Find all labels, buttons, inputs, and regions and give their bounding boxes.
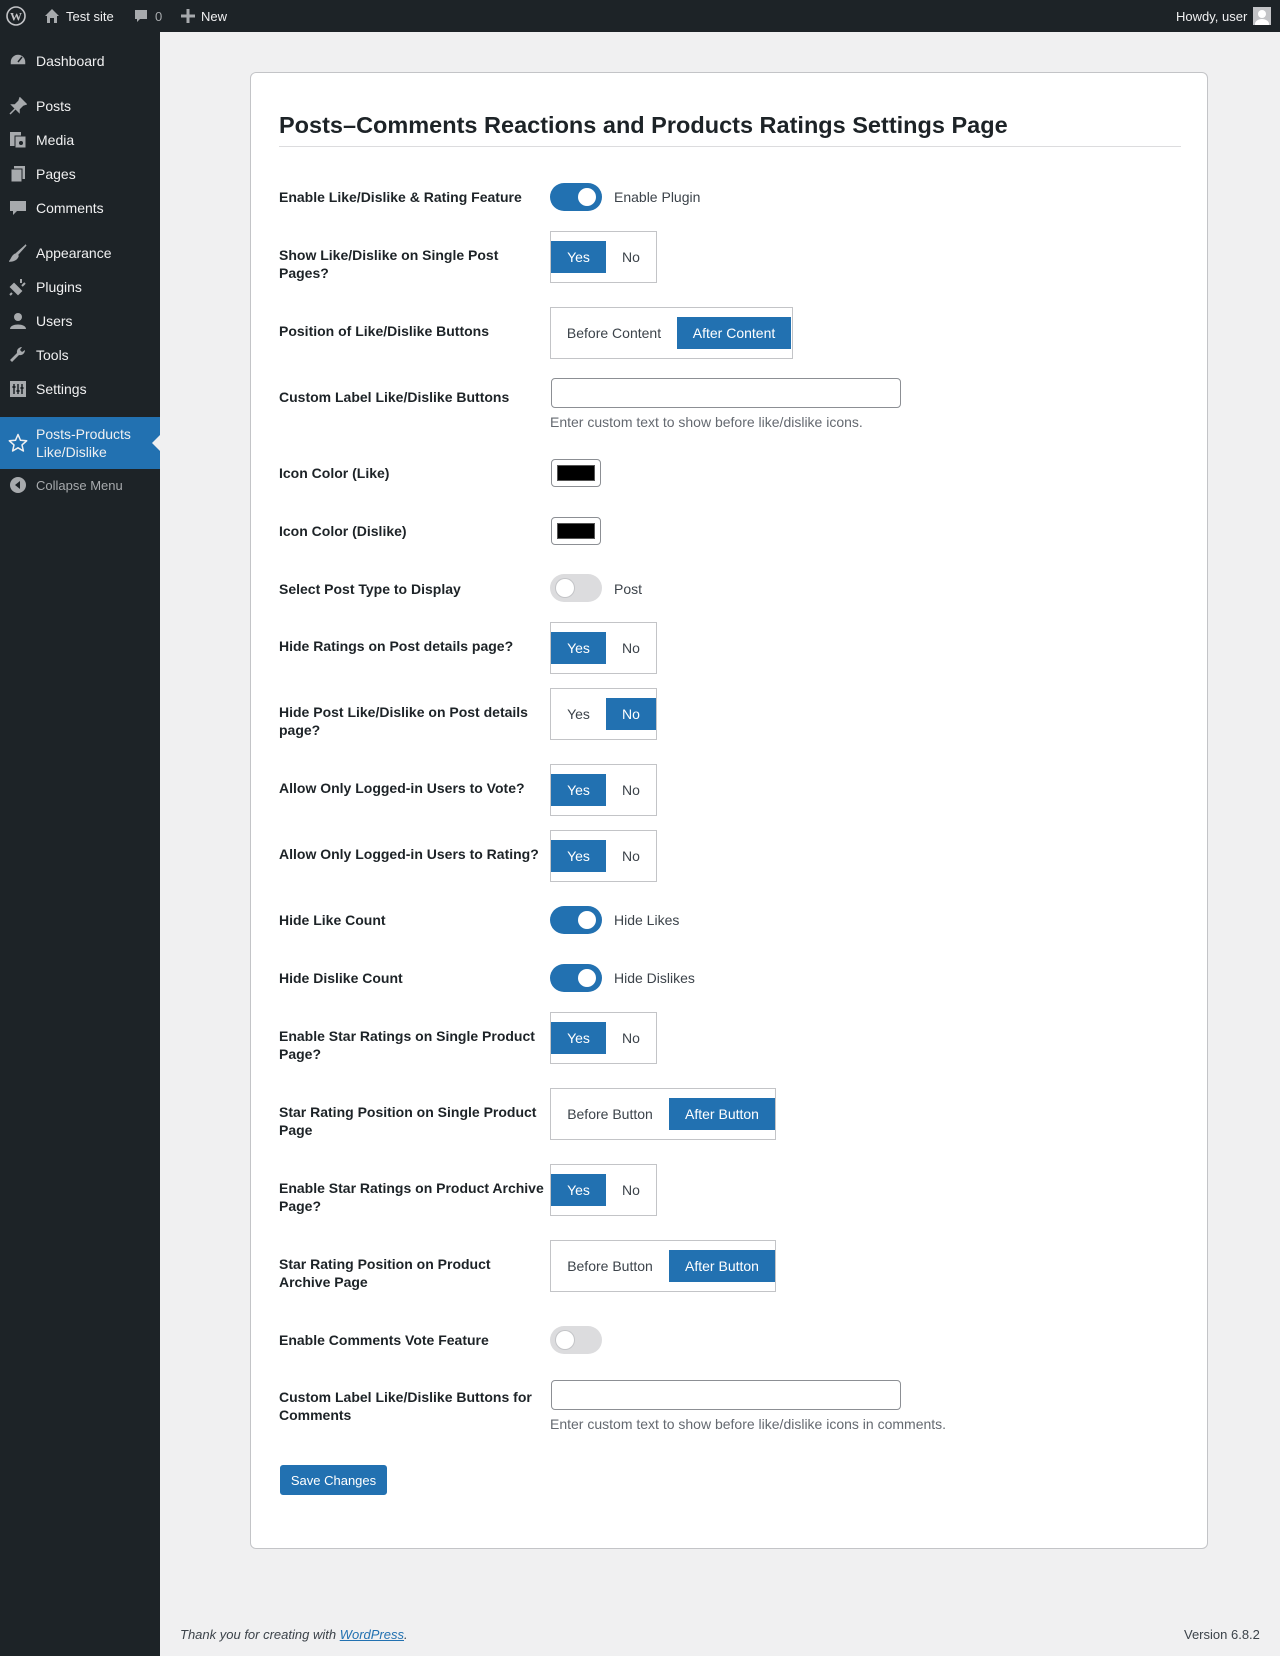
sidebar-item-label-line1: Posts-Products — [36, 426, 131, 442]
toggle-knob — [556, 1331, 574, 1349]
sidebar-item-label: Settings — [36, 381, 87, 397]
sidebar-item-settings[interactable] — [0, 372, 160, 406]
hide-ratings-post-label: Hide Ratings on Post details page? — [279, 638, 514, 654]
sidebar-item-appearance[interactable] — [0, 236, 160, 270]
comment-icon — [8, 198, 28, 218]
color-swatch-fill — [557, 523, 595, 539]
hide-dislikes-toggle[interactable] — [550, 964, 602, 992]
star-position-archive-label: Star Rating Position on Product Archive Page — [279, 1256, 491, 1290]
hide-ratings-post-segmented — [550, 622, 657, 674]
toggle-knob — [578, 969, 596, 987]
footer-thanks — [180, 1627, 408, 1642]
pin-icon — [8, 96, 28, 116]
hide-ratings-post-yes[interactable]: Yes — [551, 632, 606, 664]
avatar — [1253, 7, 1271, 25]
hide-dislikes-toggle-text: Hide Dislikes — [614, 970, 695, 986]
comments-link[interactable] — [133, 0, 162, 32]
sidebar-item-label: Dashboard — [36, 53, 105, 69]
logged-in-vote-no[interactable]: No — [622, 782, 640, 798]
position-buttons-segmented — [550, 307, 793, 359]
star-icon — [8, 433, 28, 453]
footer-thanks-prefix: Thank you for creating with — [180, 1627, 340, 1642]
position-after-content[interactable]: After Content — [677, 317, 791, 349]
star-position-archive-segmented — [550, 1240, 776, 1292]
plugin-icon — [8, 277, 28, 297]
custom-label-comments-description: Enter custom text to show before like/dislike icons in comments. — [550, 1416, 947, 1432]
comments-vote-label: Enable Comments Vote Feature — [279, 1332, 489, 1348]
star-single-product-label: Enable Star Ratings on Single Product Page? — [279, 1028, 535, 1062]
star-position-archive-before[interactable]: Before Button — [567, 1258, 653, 1274]
logged-in-vote-yes[interactable]: Yes — [551, 774, 606, 806]
sidebar-item-label-line2: Like/Dislike — [36, 444, 107, 460]
post-type-label: Select Post Type to Display — [279, 581, 461, 597]
show-single-post-label: Show Like/Dislike on Single Post Pages? — [279, 247, 499, 281]
star-single-product-no[interactable]: No — [622, 1030, 640, 1046]
sidebar-item-dashboard[interactable] — [0, 44, 160, 78]
show-single-post-segmented — [550, 231, 657, 283]
footer-version: Version 6.8.2 — [1184, 1627, 1260, 1642]
home-icon — [44, 8, 60, 24]
hide-like-count-label: Hide Like Count — [279, 912, 386, 928]
toggle-knob — [578, 188, 596, 206]
sidebar-item-label: Pages — [36, 166, 76, 182]
star-archive-no[interactable]: No — [622, 1182, 640, 1198]
settings-icon — [8, 379, 28, 399]
show-single-post-no[interactable]: No — [622, 249, 640, 265]
sidebar-item-posts[interactable] — [0, 89, 160, 123]
icon-color-dislike-picker[interactable] — [551, 517, 601, 545]
sidebar-item-label-group — [36, 425, 131, 461]
sidebar-item-plugins[interactable] — [0, 270, 160, 304]
media-icon — [8, 130, 28, 150]
star-position-archive-after[interactable]: After Button — [669, 1250, 775, 1282]
comment-bubble-icon — [133, 8, 149, 24]
logged-in-vote-label: Allow Only Logged-in Users to Vote? — [279, 780, 525, 796]
wordpress-link[interactable]: WordPress — [339, 1627, 404, 1642]
hide-like-post-label: Hide Post Like/Dislike on Post details page? — [279, 704, 528, 738]
footer-thanks-suffix: . — [404, 1627, 408, 1642]
enable-feature-label: Enable Like/Dislike & Rating Feature — [279, 189, 522, 205]
hide-like-post-segmented — [550, 688, 657, 740]
toggle-knob — [578, 911, 596, 929]
star-archive-yes[interactable]: Yes — [551, 1174, 606, 1206]
hide-likes-toggle-text: Hide Likes — [614, 912, 680, 928]
custom-label-comments-input[interactable] — [551, 1380, 901, 1410]
custom-label-label: Custom Label Like/Dislike Buttons — [279, 389, 510, 405]
settings-card — [250, 72, 1208, 1549]
sidebar-item-tools[interactable] — [0, 338, 160, 372]
svg-text:W: W — [10, 9, 22, 24]
custom-label-comments-label: Custom Label Like/Dislike Buttons for Comments — [279, 1389, 532, 1423]
brush-icon — [8, 243, 28, 263]
plus-icon — [181, 9, 195, 23]
post-type-toggle[interactable] — [550, 574, 602, 602]
icon-color-dislike-label: Icon Color (Dislike) — [279, 523, 407, 539]
sidebar-item-users[interactable] — [0, 304, 160, 338]
wrench-icon — [8, 345, 28, 365]
star-position-single-before[interactable]: Before Button — [567, 1106, 653, 1122]
sidebar-item-label: Appearance — [36, 245, 112, 261]
wordpress-logo-icon[interactable] — [6, 0, 26, 32]
custom-label-input[interactable] — [551, 378, 901, 408]
sidebar-item-label: Collapse Menu — [36, 477, 123, 493]
sidebar-item-pages[interactable] — [0, 157, 160, 191]
custom-label-description: Enter custom text to show before like/dislike icons. — [550, 414, 863, 430]
new-content-link[interactable] — [181, 0, 227, 32]
dashboard-icon — [8, 51, 28, 71]
hide-dislike-count-label: Hide Dislike Count — [279, 970, 403, 986]
collapse-menu-button[interactable] — [0, 468, 160, 502]
star-position-single-segmented — [550, 1088, 776, 1140]
sidebar-item-label: Media — [36, 132, 75, 148]
title-divider — [279, 146, 1181, 147]
sidebar-item-label: Comments — [36, 200, 104, 216]
collapse-icon — [8, 475, 28, 495]
post-type-toggle-text: Post — [614, 581, 643, 597]
star-archive-segmented — [550, 1164, 657, 1216]
page-title: Posts–Comments Reactions and Products Ratings Settings Page — [279, 112, 1008, 138]
admin-bar — [0, 0, 1280, 32]
sidebar-item-label: Plugins — [36, 279, 82, 295]
new-label: New — [201, 8, 228, 24]
sidebar-item-comments[interactable] — [0, 191, 160, 225]
hide-likes-toggle[interactable] — [550, 906, 602, 934]
site-name-link[interactable] — [44, 0, 114, 32]
comments-vote-toggle[interactable] — [550, 1326, 602, 1354]
toggle-knob — [556, 579, 574, 597]
sidebar-item-label: Users — [36, 313, 73, 329]
hide-like-post-no[interactable]: No — [606, 698, 656, 730]
show-single-post-yes[interactable]: Yes — [551, 241, 606, 273]
enable-plugin-toggle-text: Enable Plugin — [614, 189, 701, 205]
my-account-link[interactable] — [1176, 0, 1271, 32]
comments-count: 0 — [155, 8, 163, 24]
save-changes-button[interactable]: Save Changes — [280, 1465, 387, 1495]
sidebar-item-label: Posts — [36, 98, 72, 114]
site-name: Test site — [66, 8, 114, 24]
logged-in-rating-yes[interactable]: Yes — [551, 840, 606, 872]
user-icon — [8, 311, 28, 331]
sidebar-item-media[interactable] — [0, 123, 160, 157]
icon-color-like-picker[interactable] — [551, 459, 601, 487]
sidebar-item-label: Tools — [36, 347, 69, 363]
logged-in-vote-segmented — [550, 764, 657, 816]
position-before-content[interactable]: Before Content — [566, 325, 662, 341]
hide-like-post-yes[interactable]: Yes — [567, 706, 590, 722]
howdy-text: Howdy, user — [1176, 8, 1248, 24]
sidebar-item-posts-products-like-dislike[interactable] — [0, 417, 160, 469]
star-position-single-label: Star Rating Position on Single Product Page — [279, 1104, 537, 1138]
logged-in-rating-segmented — [550, 830, 657, 882]
position-buttons-label: Position of Like/Dislike Buttons — [279, 323, 490, 339]
logged-in-rating-no[interactable]: No — [622, 848, 640, 864]
star-archive-label: Enable Star Ratings on Product Archive Page? — [279, 1180, 544, 1214]
star-single-product-segmented — [550, 1012, 657, 1064]
pages-icon — [8, 164, 28, 184]
star-position-single-after[interactable]: After Button — [669, 1098, 775, 1130]
logged-in-rating-label: Allow Only Logged-in Users to Rating? — [279, 846, 539, 862]
icon-color-like-label: Icon Color (Like) — [279, 465, 390, 481]
star-single-product-yes[interactable]: Yes — [551, 1022, 606, 1054]
hide-ratings-post-no[interactable]: No — [622, 640, 640, 656]
enable-plugin-toggle[interactable] — [550, 183, 602, 211]
color-swatch-fill — [557, 465, 595, 481]
